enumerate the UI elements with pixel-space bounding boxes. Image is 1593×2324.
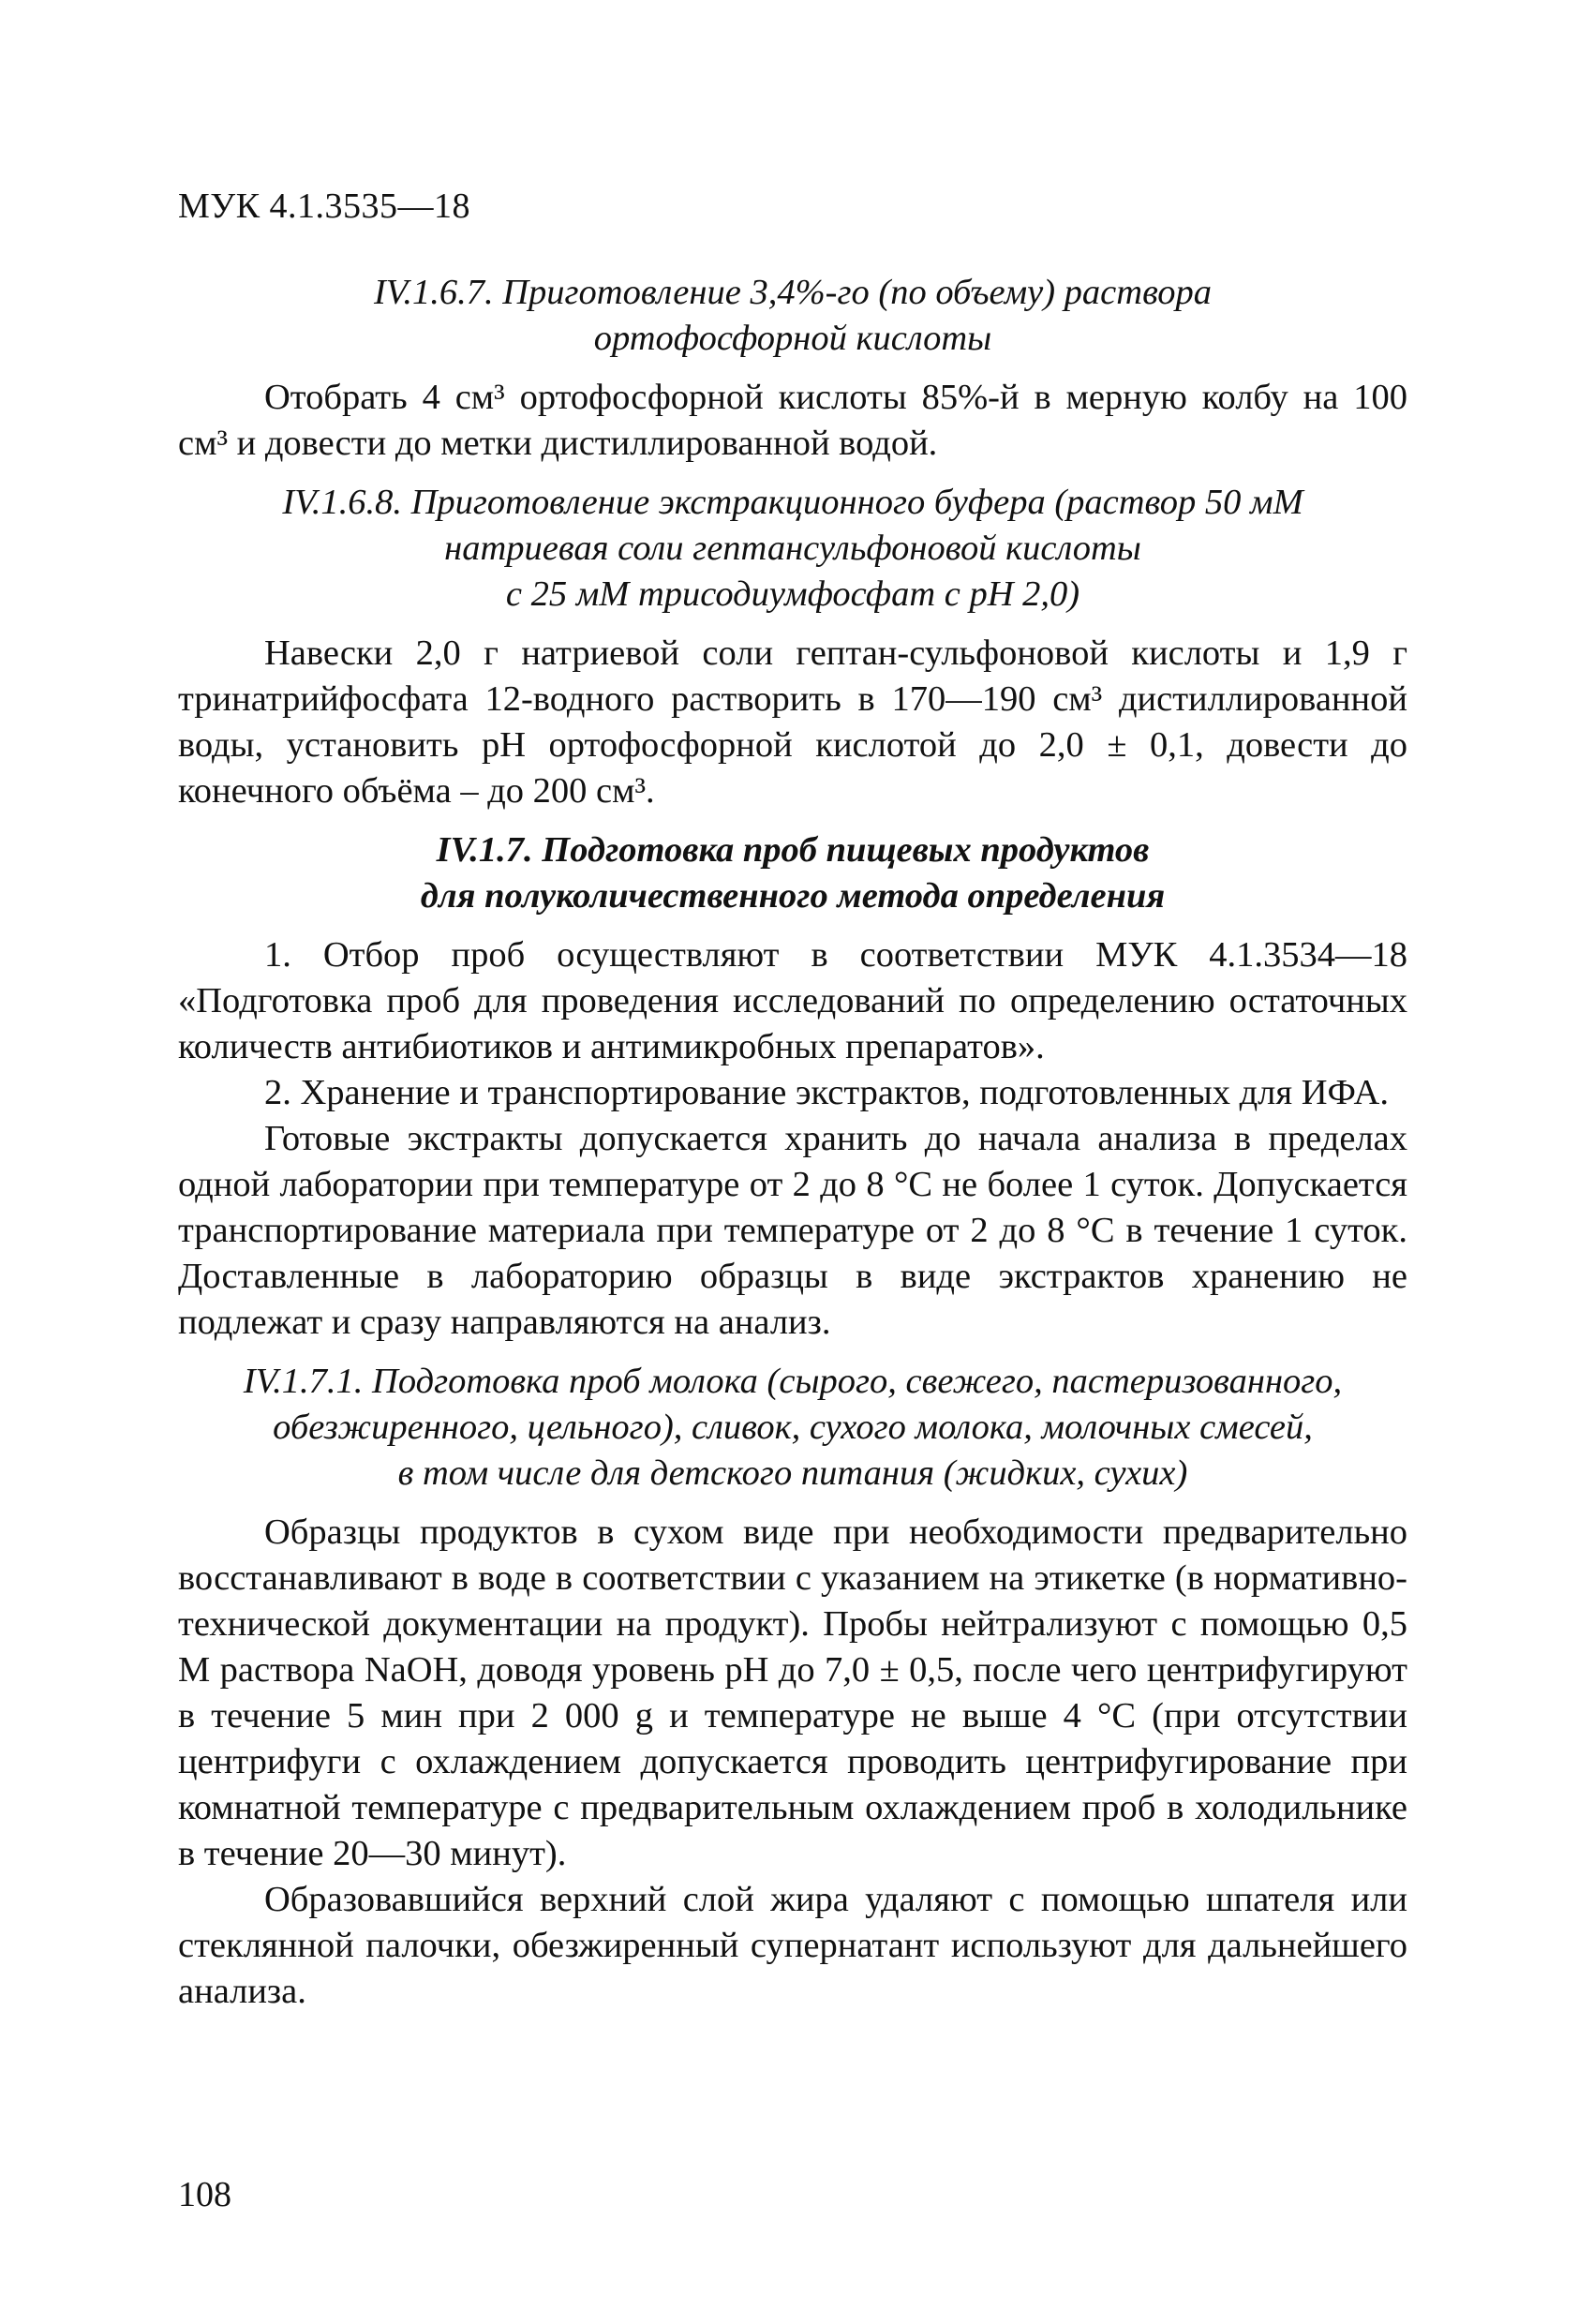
heading-line: натриевая соли гептансульфоновой кислоты	[444, 529, 1141, 568]
section-heading	[178, 270, 1407, 362]
section-iv-1-6-7	[178, 270, 1407, 467]
paragraph: 1. Отбор проб осуществляют в соответствии МУК 4.1.3534—18 «Подготовка проб для проведения исследований по определению остаточных количеств антибиотиков и антимикробных препаратов».	[178, 935, 1407, 1066]
paragraph: Образовавшийся верхний слой жира удаляют с помощью шпателя или стеклянной палочки, обезжиренный супернатант используют для дальнейшего анализа.	[178, 1880, 1407, 2011]
heading-line: в том числе для детского питания (жидких, сухих)	[397, 1453, 1188, 1493]
section-heading	[178, 1359, 1407, 1497]
section-iv-1-7	[178, 827, 1407, 1346]
heading-line: для полуколичественного метода определения	[420, 876, 1166, 916]
section-iv-1-7-1	[178, 1359, 1407, 2015]
section-iv-1-6-8	[178, 480, 1407, 814]
heading-line: с 25 мМ трисодиумфосфат с pH 2,0)	[505, 574, 1080, 614]
heading-line: IV.1.7.1. Подготовка проб молока (сырого, свежего, пастеризованного,	[243, 1362, 1343, 1401]
page-number: 108	[178, 2175, 231, 2214]
heading-line: ортофосфорной кислоты	[593, 319, 992, 358]
section-heading	[178, 480, 1407, 618]
paragraph: Готовые экстракты допускается хранить до начала анализа в пределах одной лаборатории при температуре от 2 до 8 °С не более 1 суток. Допускается транспортирование материала при температуре от 2 до 8 °С в течение 1 суток. Доставленные в лабораторию образцы в виде экстрактов хранению не подлежат и сразу направляются на анализ.	[178, 1119, 1407, 1342]
heading-line: IV.1.7. Подготовка проб пищевых продуктов	[436, 830, 1150, 870]
heading-line: IV.1.6.7. Приготовление 3,4%-го (по объему) раствора	[373, 273, 1213, 312]
paragraph: Отобрать 4 см³ ортофосфорной кислоты 85%-й в мерную колбу на 100 см³ и довести до метки дистиллированной водой.	[178, 378, 1407, 463]
section-heading	[178, 827, 1407, 919]
paragraph: Образцы продуктов в сухом виде при необходимости предварительно восстанавливают в воде в соответствии с указанием на этикетке (в нормативно-технической документации на продукт). Пробы нейтрализуют с помощью 0,5 М раствора NaOH, доводя уровень pH до 7,0 ± 0,5, после чего центрифугируют в течение 5 мин при 2 000 g и температуре не выше 4 °С (при отсутствии центрифуги с охлаждением допускается проводить центрифугирование при комнатной температуре с предварительным охлаждением проб в холодильнике в течение 20—30 минут).	[178, 1512, 1407, 1873]
page-content	[178, 270, 1407, 2015]
heading-line: обезжиренного, цельного), сливок, сухого молока, молочных смесей,	[273, 1408, 1313, 1447]
paragraph: 2. Хранение и транспортирование экстрактов, подготовленных для ИФА.	[264, 1073, 1389, 1112]
paragraph: Навески 2,0 г натриевой соли гептан-сульфоновой кислоты и 1,9 г тринатрийфосфата 12-водного растворить в 170—190 см³ дистиллированной воды, установить pH ортофосфорной кислотой до 2,0 ± 0,1, довести до конечного объёма – до 200 см³.	[178, 633, 1407, 811]
document-code-header: МУК 4.1.3535—18	[178, 186, 471, 226]
heading-line: IV.1.6.8. Приготовление экстракционного буфера (раствор 50 мМ	[282, 483, 1303, 522]
